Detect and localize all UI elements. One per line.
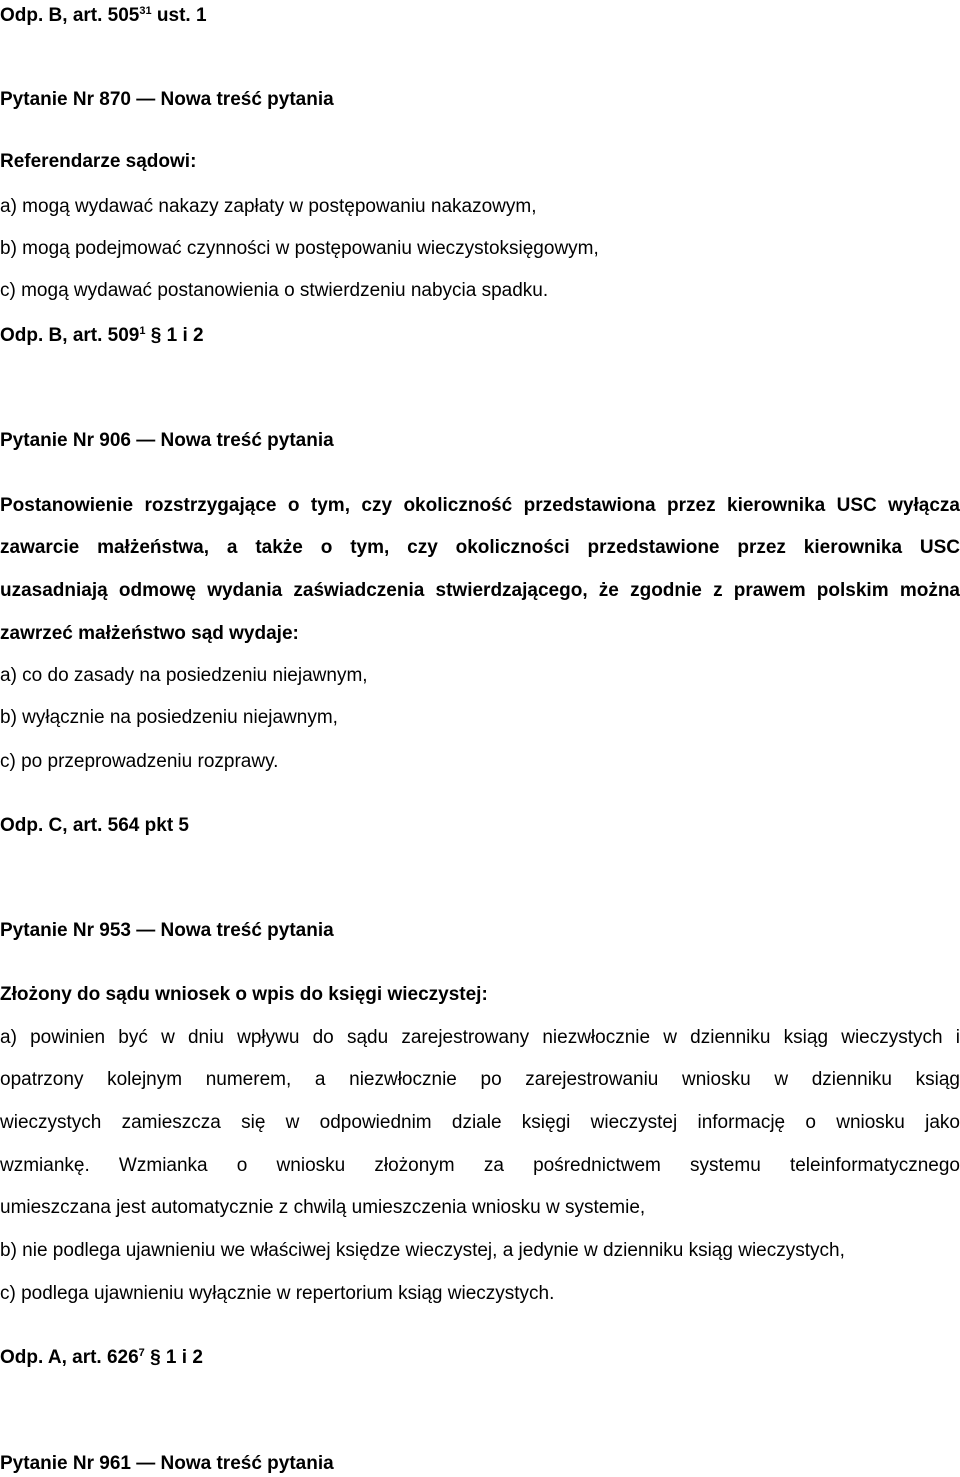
answer-line: Odp. C, art. 564 pkt 5 — [0, 815, 189, 836]
question-heading: Pytanie Nr 870 — Nowa treść pytania — [0, 89, 334, 110]
option-a-line: a) powinien być w dniu wpływu do sądu zarejestrowany niezwłocznie w dzienniku ksiąg wieczystych i — [0, 1027, 960, 1048]
option-a-line: wieczystych zamieszcza się w odpowiednim dziale księgi wieczystej informację o wniosku jako — [0, 1112, 960, 1133]
option-c: c) podlega ujawnieniu wyłącznie w repertorium ksiąg wieczystych. — [0, 1283, 555, 1304]
option-a-line: wzmiankę. Wzmianka o wniosku złożonym za pośrednictwem systemu teleinformatycznego — [0, 1155, 960, 1176]
option-c: c) mogą wydawać postanowienia o stwierdzeniu nabycia spadku. — [0, 280, 549, 301]
answer-line: Odp. A, art. $626^7$ § 1 i 2 — [0, 1347, 203, 1368]
option-b: b) nie podlega ujawnieniu we właściwej księdze wieczystej, a jedynie w dzienniku ksiąg wieczystych, — [0, 1240, 845, 1261]
answer-line: Odp. B, art. $509^1$ § 1 i 2 — [0, 325, 204, 346]
question-heading: Pytanie Nr 961 — Nowa treść pytania — [0, 1453, 334, 1474]
question-stem-line: zawarcie małżeństwa, a także o tym, czy okoliczności przedstawione przez kierownika USC — [0, 537, 960, 558]
question-stem: Referendarze sądowi: — [0, 151, 197, 172]
option-b: b) wyłącznie na posiedzeniu niejawnym, — [0, 707, 338, 728]
option-a-line: umieszczana jest automatycznie z chwilą umieszczenia wniosku w systemie, — [0, 1197, 646, 1218]
option-c: c) po przeprowadzeniu rozprawy. — [0, 751, 279, 772]
question-heading: Pytanie Nr 906 — Nowa treść pytania — [0, 430, 334, 451]
answer-line: Odp. B, art. $505^{31}$ ust. 1 — [0, 5, 207, 26]
option-a-line: opatrzony kolejnym numerem, a niezwłocznie po zarejestrowaniu wniosku w dzienniku ksiąg — [0, 1069, 960, 1090]
option-b: b) mogą podejmować czynności w postępowaniu wieczystoksięgowym, — [0, 238, 599, 259]
question-stem-line: zawrzeć małżeństwo sąd wydaje: — [0, 623, 299, 644]
question-heading: Pytanie Nr 953 — Nowa treść pytania — [0, 920, 334, 941]
question-stem-line: Postanowienie rozstrzygające o tym, czy okoliczność przedstawiona przez kierownika USC wyłącza — [0, 495, 960, 516]
question-stem-line: uzasadniają odmowę wydania zaświadczenia stwierdzającego, że zgodnie z prawem polskim można — [0, 580, 960, 601]
question-stem: Złożony do sądu wniosek o wpis do księgi wieczystej: — [0, 984, 488, 1005]
option-a: a) co do zasady na posiedzeniu niejawnym, — [0, 665, 368, 686]
option-a: a) mogą wydawać nakazy zapłaty w postępowaniu nakazowym, — [0, 196, 537, 217]
